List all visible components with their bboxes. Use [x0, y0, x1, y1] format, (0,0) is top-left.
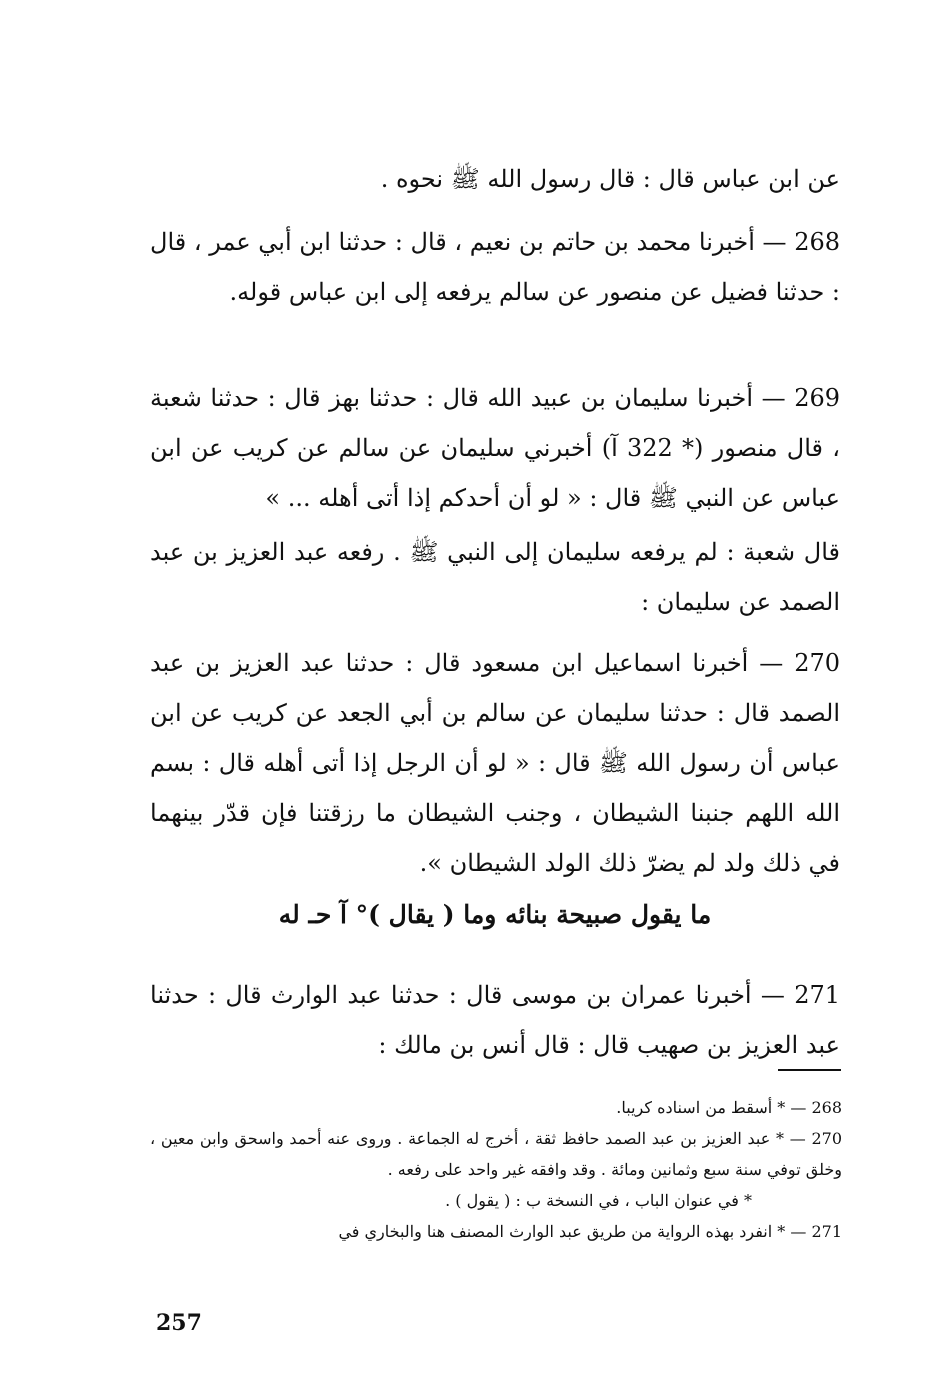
- footnote-271: 271 — * انفرد بهذه الرواية من طريق عبد الوارث المصنف هنا والبخاري في: [338, 1222, 842, 1241]
- footnote-title: * في عنوان الباب ، في النسخة ب : ( يقول ) .: [445, 1191, 752, 1210]
- paragraph-268: 268 — أخبرنا محمد بن حاتم بن نعيم ، قال : حدثنا ابن أبي عمر ، قال : حدثنا فضيل عن منصور عن سالم يرفعه إلى ابن عباس قوله.: [150, 228, 840, 306]
- section-heading: ما يقول صبيحة بنائه وما ( يقال )° آ حـ له: [278, 900, 712, 929]
- paragraph-269-note: قال شعبة : لم يرفعه سليمان إلى النبي ﷺ . رفعه عبد العزيز بن عبد الصمد عن سليمان :: [150, 538, 840, 616]
- page-number: 257: [156, 1310, 202, 1336]
- footnote-270: 270 — * عبد العزيز بن عبد الصمد حافظ ثقة ، أخرج له الجماعة . وروى عنه أحمد واسحق وابن معين ، وخلق توفي سنة سبع وثمانين ومائة . وقد وافقه غير واحد على رفعه .: [150, 1129, 842, 1179]
- paragraph-269: 269 — أخبرنا سليمان بن عبيد الله قال : حدثنا بهز قال : حدثنا شعبة ، قال منصور (* 322 آ) أخبرني سليمان عن سالم عن كريب عن ابن عباس عن النبي ﷺ قال : « لو أن أحدكم إذا أتى أهله ... »: [150, 384, 841, 512]
- footnote-268: 268 — * أسقط من اسناده كريبا.: [616, 1098, 842, 1117]
- paragraph-271: 271 — أخبرنا عمران بن موسى قال : حدثنا عبد الوارث قال : حدثنا عبد العزيز بن صهيب قال : قال أنس بن مالك :: [150, 981, 841, 1059]
- paragraph-270: 270 — أخبرنا اسماعيل ابن مسعود قال : حدثنا عبد العزيز بن عبد الصمد قال : حدثنا سليمان عن سالم بن أبي الجعد عن كريب عن ابن عباس أن رسول الله ﷺ قال : « لو أن الرجل إذا أتى أهله قال : بسم الله اللهم جنبنا الشيطان ، وجنب الشيطان ما رزقتنا فإن قدّر بينهما في ذلك ولد لم يضرّ ذلك الولد الشيطان ».: [150, 649, 840, 877]
- footnotes: [150, 1092, 842, 1247]
- footnote-separator: [778, 1069, 841, 1071]
- paragraph-intro: عن ابن عباس قال : قال رسول الله ﷺ نحوه .: [380, 165, 840, 193]
